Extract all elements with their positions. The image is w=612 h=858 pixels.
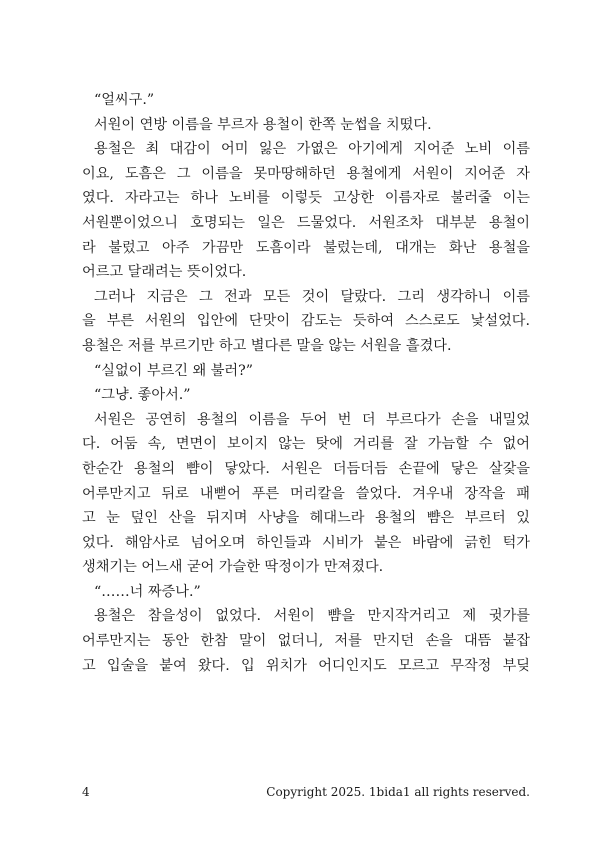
page-footer [82, 783, 530, 801]
text-line: 고 눈 덮인 산을 뒤지며 사냥을 헤대느라 용철의 뺨은 부르터 있 [82, 510, 530, 527]
text-line: 서원뿐이었으니 호명되는 일은 드물었다. 서원조차 대부분 용철이 [82, 214, 530, 231]
text-line: 용철은 저를 부르기만 하고 별다른 말을 않는 서원을 흘겼다. [82, 337, 452, 354]
text-line: 고 입술을 붙여 왔다. 입 위치가 어디인지도 모르고 무작정 부딪 [82, 657, 530, 674]
text-line: 어루만지는 동안 한참 말이 없더니, 저를 만지던 손을 대뜸 붙잡 [82, 633, 530, 650]
text-line: 그러나 지금은 그 전과 모든 것이 달랐다. 그리 생각하니 이름 [94, 288, 530, 305]
page-number: 4 [82, 785, 90, 799]
copyright-notice: Copyright 2025. 1bida1 all rights reserved. [266, 785, 530, 799]
text-line: 용철은 최 대감이 어미 잃은 가엾은 아기에게 지어준 노비 이름 [94, 141, 530, 158]
text-line: 이요, 도흠은 그 이름을 못마땅해하던 용철에게 서원이 지어준 자 [82, 165, 530, 182]
text-line: “얼씨구.” [94, 92, 155, 108]
text-line: 라 불렀고 아주 가끔만 도흠이라 불렀는데, 대개는 화난 용철을 [82, 239, 530, 256]
text-line: 다. 어둠 속, 면면이 보이지 않는 탓에 거리를 잘 가늠할 수 없어 [82, 436, 530, 453]
text-line: “그냥. 좋아서.” [94, 387, 191, 404]
text-line: 서원이 연방 이름을 부르자 용철이 한쪽 눈썹을 치떴다. [94, 116, 432, 133]
text-line: 서원은 공연히 용철의 이름을 두어 번 더 부르다가 손을 내밀었 [94, 411, 530, 428]
text-line: 어르고 달래려는 뜻이었다. [82, 264, 247, 281]
text-line: 한순간 용철의 뺨이 닿았다. 서원은 더듬더듬 손끝에 닿은 살갗을 [82, 460, 530, 477]
text-line: 생채기는 어느새 굳어 가슬한 딱정이가 만져졌다. [82, 559, 384, 576]
text-line: 어루만지고 뒤로 내뻗어 푸른 머리칼을 쓸었다. 겨우내 장작을 패 [82, 485, 530, 502]
text-line: “실없이 부르긴 왜 불러?” [94, 362, 253, 379]
text-line: “……너 짜증나.” [94, 583, 201, 600]
text-line: 을 부른 서원의 입안에 단맛이 감도는 듯하여 스스로도 낯설었다. [82, 313, 530, 330]
text-line: 였다. 자라고는 하나 노비를 이렇듯 고상한 이름자로 불러줄 이는 [82, 190, 530, 207]
text-line: 었다. 해암사로 넘어오며 하인들과 시비가 붙은 바람에 긁힌 턱가 [82, 534, 530, 551]
body-text [82, 88, 530, 678]
text-line: 용철은 참을성이 없었다. 서원이 뺨을 만지작거리고 제 귓가를 [94, 608, 530, 625]
